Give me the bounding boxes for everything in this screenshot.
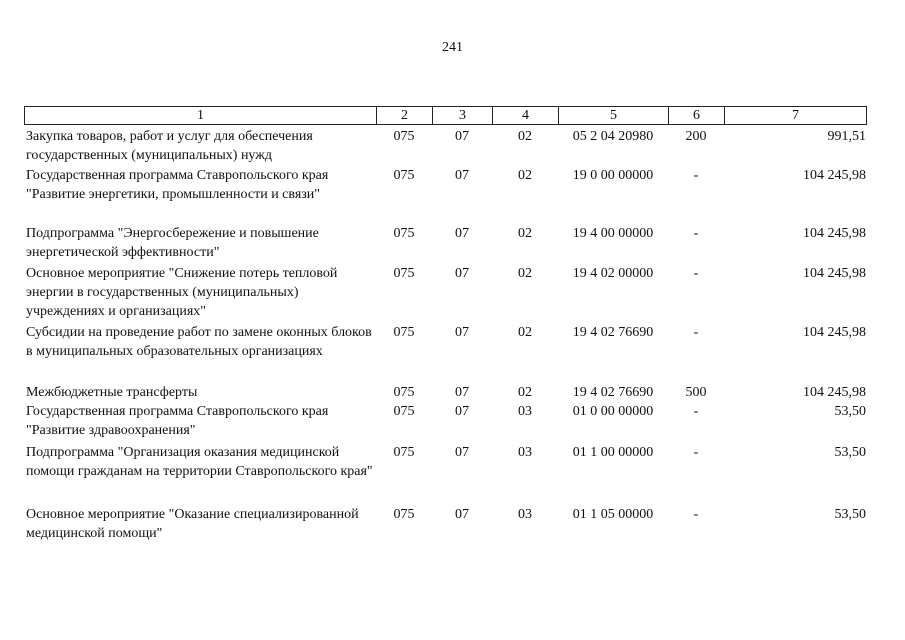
row-ministry-code: 075 — [393, 129, 415, 144]
row-target-article: 01 0 00 00000 — [572, 404, 654, 419]
row-target-article: 19 4 02 00000 — [572, 266, 654, 281]
row-ministry-code: 075 — [393, 445, 415, 460]
column-header-2: 2 — [377, 107, 433, 124]
row-amount: 53,50 — [834, 404, 866, 419]
row-subsection: 03 — [518, 507, 532, 522]
row-name: Государственная программа Ставропольского края "Развитие здравоохранения" — [26, 404, 329, 438]
row-target-article: 05 2 04 20980 — [572, 129, 654, 144]
row-section: 07 — [455, 129, 469, 144]
row-section: 07 — [455, 385, 469, 400]
row-target-article: 19 4 02 76690 — [572, 325, 654, 340]
row-amount: 104 245,98 — [803, 226, 866, 241]
row-expense-type: - — [693, 404, 699, 419]
column-header-5: 5 — [559, 107, 669, 124]
row-ministry-code: 075 — [393, 404, 415, 419]
row-expense-type: 200 — [685, 129, 707, 144]
column-header-6: 6 — [669, 107, 725, 124]
row-expense-type: - — [693, 325, 699, 340]
row-expense-type: - — [693, 507, 699, 522]
row-section: 07 — [455, 266, 469, 281]
row-target-article: 19 4 00 00000 — [572, 226, 654, 241]
row-target-article: 01 1 05 00000 — [572, 507, 654, 522]
row-name: Подпрограмма "Организация оказания медицинской помощи гражданам на территории Ставропольского края" — [26, 445, 373, 479]
row-target-article: 19 0 00 00000 — [572, 168, 654, 183]
row-subsection: 02 — [518, 325, 532, 340]
row-expense-type: - — [693, 226, 699, 241]
row-amount: 991,51 — [827, 129, 866, 144]
row-target-article: 19 4 02 76690 — [572, 385, 654, 400]
row-target-article: 01 1 00 00000 — [572, 445, 654, 460]
row-section: 07 — [455, 507, 469, 522]
column-header-1: 1 — [25, 107, 377, 124]
row-section: 07 — [455, 168, 469, 183]
row-name: Субсидии на проведение работ по замене оконных блоков в муниципальных образовательных организациях — [26, 325, 372, 359]
row-ministry-code: 075 — [393, 226, 415, 241]
column-header-4: 4 — [493, 107, 559, 124]
row-ministry-code: 075 — [393, 507, 415, 522]
row-ministry-code: 075 — [393, 325, 415, 340]
row-subsection: 02 — [518, 266, 532, 281]
row-expense-type: - — [693, 266, 699, 281]
row-amount: 104 245,98 — [803, 168, 866, 183]
row-subsection: 02 — [518, 226, 532, 241]
row-expense-type: - — [693, 168, 699, 183]
row-subsection: 02 — [518, 129, 532, 144]
row-section: 07 — [455, 404, 469, 419]
row-amount: 53,50 — [834, 445, 866, 460]
row-amount: 104 245,98 — [803, 385, 866, 400]
row-subsection: 02 — [518, 385, 532, 400]
row-section: 07 — [455, 226, 469, 241]
row-amount: 53,50 — [834, 507, 866, 522]
row-ministry-code: 075 — [393, 168, 415, 183]
row-ministry-code: 075 — [393, 385, 415, 400]
row-name: Основное мероприятие "Оказание специализированной медицинской помощи" — [26, 507, 359, 541]
row-name: Основное мероприятие "Снижение потерь тепловой энергии в государственных (муниципальных) учреждениях и организациях" — [26, 266, 338, 319]
column-header-7: 7 — [792, 108, 799, 123]
column-header-3: 3 — [433, 107, 493, 124]
row-name: Закупка товаров, работ и услуг для обеспечения государственных (муниципальных) нужд — [26, 129, 313, 163]
row-subsection: 02 — [518, 168, 532, 183]
page-number: 241 — [442, 40, 463, 55]
row-amount: 104 245,98 — [803, 325, 866, 340]
row-subsection: 03 — [518, 404, 532, 419]
row-expense-type: 500 — [685, 385, 707, 400]
row-section: 07 — [455, 445, 469, 460]
row-subsection: 03 — [518, 445, 532, 460]
row-name: Подпрограмма "Энергосбережение и повышение энергетической эффективности" — [26, 226, 319, 260]
row-ministry-code: 075 — [393, 266, 415, 281]
row-name: Межбюджетные трансферты — [26, 385, 198, 400]
row-section: 07 — [455, 325, 469, 340]
row-name: Государственная программа Ставропольского края "Развитие энергетики, промышленности и связи" — [26, 168, 329, 202]
row-expense-type: - — [693, 445, 699, 460]
row-amount: 104 245,98 — [803, 266, 866, 281]
